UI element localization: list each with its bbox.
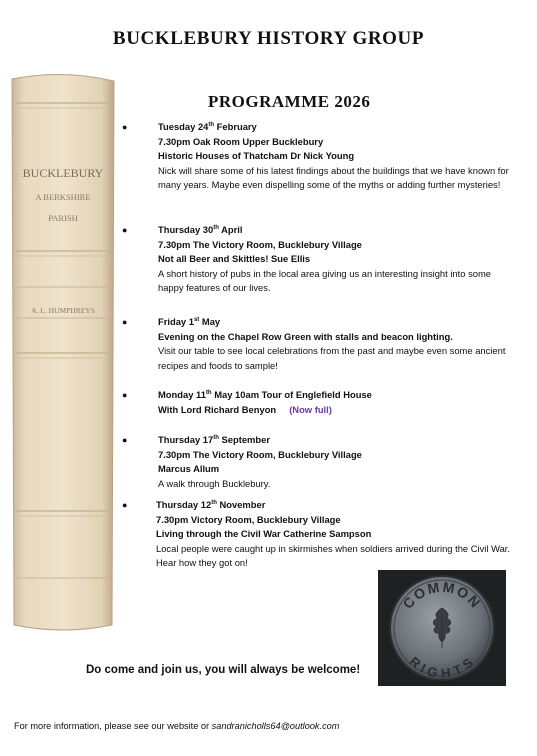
event-title: Evening on the Chapel Row Green with stalls and beacon lighting. — [158, 330, 453, 342]
event-time-venue: 7.30pm Oak Room Upper Bucklebury — [158, 135, 324, 147]
event-date: Thursday 30th April — [158, 224, 243, 235]
event-date: Tuesday 24th February — [158, 121, 257, 132]
spine-author: A. L. HUMPHREYS — [31, 306, 95, 315]
event-time-venue: 7.30pm The Victory Room, Bucklebury Village — [158, 448, 362, 460]
common-rights-seal-image — [378, 570, 506, 686]
event-date: Friday 1st May — [158, 316, 221, 327]
event-title: With Lord Richard Benyon (Now full) — [158, 403, 332, 415]
footer-text: For more information, please see our website or — [14, 721, 212, 731]
spine-subtitle-2: PARISH — [48, 213, 78, 223]
bullet: ● — [122, 317, 128, 327]
seal-text-top: COMMON — [399, 578, 485, 612]
contact-email[interactable]: sandranicholls64@outlook.com — [211, 721, 340, 731]
seal-text-bottom: RIGHTS — [406, 653, 478, 681]
event-description: A walk through Bucklebury. — [158, 477, 271, 489]
bullet: ● — [122, 435, 128, 445]
bullet: ● — [122, 500, 128, 510]
book-spine-image — [8, 73, 118, 633]
event-description: A short history of pubs in the local area giving us an interesting insight into some happy features of our lives. — [158, 267, 491, 293]
bullet: ● — [122, 122, 128, 132]
event-time-venue: 7.30pm The Victory Room, Bucklebury Village — [158, 238, 362, 250]
bullet: ● — [122, 225, 128, 235]
event-description: Visit our table to see local celebrations from the past and maybe even some ancient recipes and foods to sample! — [158, 345, 506, 371]
spine-title: BUCKLEBURY — [22, 166, 104, 180]
event-time-venue: 7.30pm Victory Room, Bucklebury Village — [156, 513, 341, 525]
event-title: Historic Houses of Thatcham Dr Nick Young — [158, 150, 355, 161]
bullet: ● — [122, 390, 128, 400]
event-description: Nick will share some of his latest findings about the buildings that we have known for many years. Maybe even dispelling some of the myths or adding further mysteries! — [158, 164, 509, 190]
spine-subtitle: A BERKSHIRE — [35, 192, 91, 202]
event-date: Thursday 17th September — [158, 434, 270, 445]
page-title: BUCKLEBURY HISTORY GROUP — [112, 28, 425, 49]
event-date: Thursday 12th November — [156, 499, 266, 510]
event-title: Not all Beer and Skittles! Sue Ellis — [158, 253, 311, 264]
footer — [14, 721, 339, 731]
event-date: Monday 11th May 10am Tour of Englefield House — [158, 389, 372, 400]
event-title: Living through the Civil War Catherine Sampson — [156, 528, 372, 539]
programme-heading: PROGRAMME 2026 — [208, 92, 371, 111]
event-title: Marcus Allum — [158, 463, 220, 474]
event-description: Local people were caught up in skirmishes when soldiers arrived during the Civil War. Hear how they got on! — [156, 542, 510, 568]
welcome-message: Do come and join us, you will always be welcome! — [86, 664, 361, 676]
status-badge: (Now full) — [289, 403, 332, 415]
